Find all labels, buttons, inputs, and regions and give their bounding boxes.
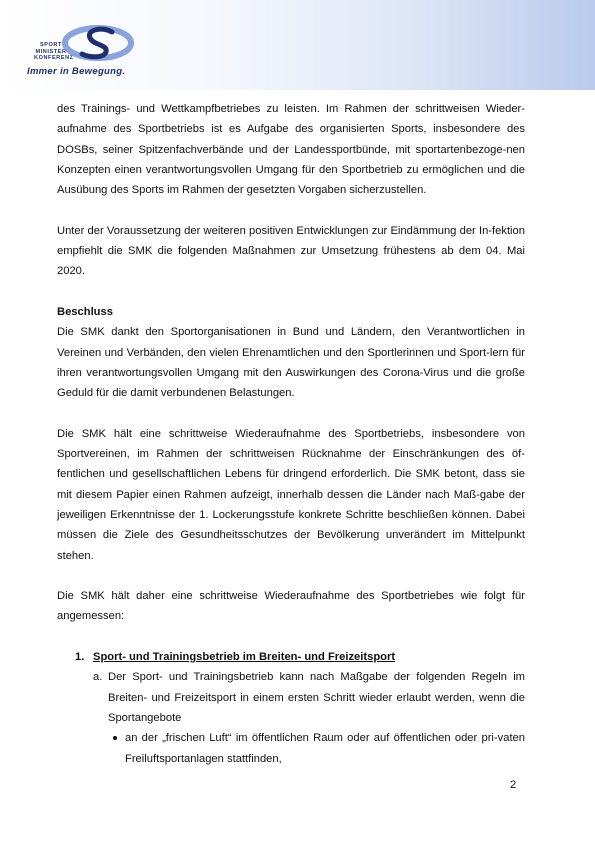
paragraph-2: Unter der Voraussetzung der weiteren positiven Entwicklungen zur Eindämmung der In-fektion empfiehlt die SMK die folgenden Maßnahmen zur Umsetzung frühestens ab dem 04. Mai 2020. xyxy=(57,224,525,278)
list-item-1 xyxy=(57,647,525,667)
bullet-text: an der „frischen Luft“ im öffentlichen Raum oder auf öffentlichen oder pri-vaten Freiluftsportanlagen stattfinden, xyxy=(125,732,525,765)
paragraph-3: Die SMK dankt den Sportorganisationen in Bund und Ländern, den Verantwortlichen in Vereinen und Verbänden, den vielen Ehrenamtlichen und den Sportlerinnen und Sport-lern für ihren verantwortungsvollen Umgang mit den Auswirkungen des Corona-Virus und die große Geduld für die damit verbundenen Belastungen. xyxy=(57,326,525,400)
sub-item-marker: a. xyxy=(93,671,103,684)
page-number: 2 xyxy=(510,779,517,791)
bullet-dot-icon xyxy=(113,736,117,740)
list-number: 1. xyxy=(75,651,85,664)
logo-line-konferenz: KONFERENZ xyxy=(34,55,74,62)
paragraph-4: Die SMK hält eine schrittweise Wiederaufnahme des Sportbetriebs, insbesondere von Sportvereinen, im Rahmen der schrittweisen Rücknahme der Einschränkungen des öf-fentlichen und gesellschaftlichen Lebens für dringend erforderlich. Die SMK betont, dass sie mit diesem Papier einen Rahmen aufzeigt, innerhalb dessen die Länder nach Maß-gabe der jeweiligen Erkenntnisse der 1. Lockerungsstufe konkrete Schritte beschließen können. Dabei müssen die Ziele des Gesundheitsschutzes der Bevölkerung unverändert im Mittelpunkt stehen. xyxy=(57,427,525,562)
paragraph-1: des Trainings- und Wettkampfbetriebes zu leisten. Im Rahmen der schrittweisen Wieder-aufnahme des Sportbetriebs ist es Aufgabe des organisierten Sports, insbesondere des DOSBs, seiner Spitzenfachverbände und der Landessportbünde, mit sportartenbezoge-nen Konzepten einen verantwortungsvollen Umgang für den Sportbetrieb zu ermöglichen und die Ausübung des Sports im Rahmen der gesetzten Vorgaben sicherzustellen. xyxy=(57,103,525,197)
bullet-item xyxy=(57,728,525,769)
document-body xyxy=(57,99,525,769)
sub-item-text: Der Sport- und Trainingsbetrieb kann nach Maßgabe der folgenden Regeln im Breiten- und Freizeitsport in einem ersten Schritt wieder erlaubt werden, wenn die Sportangebote xyxy=(108,671,525,724)
sub-item-a xyxy=(57,667,525,728)
list-title: Sport- und Trainingsbetrieb im Breiten- und Freizeitsport xyxy=(93,651,396,664)
smk-logo-swoosh-icon xyxy=(62,24,134,62)
logo-line-sport: SPORT xyxy=(40,42,62,48)
section-heading: Beschluss xyxy=(57,305,113,318)
paragraph-5: Die SMK hält daher eine schrittweise Wiederaufnahme des Sportbetriebes wie folgt für angemessen: xyxy=(57,590,525,623)
tagline: Immer in Bewegung. xyxy=(27,66,126,77)
page-header xyxy=(0,0,595,90)
logo-line-minister: MINISTER xyxy=(35,48,67,55)
